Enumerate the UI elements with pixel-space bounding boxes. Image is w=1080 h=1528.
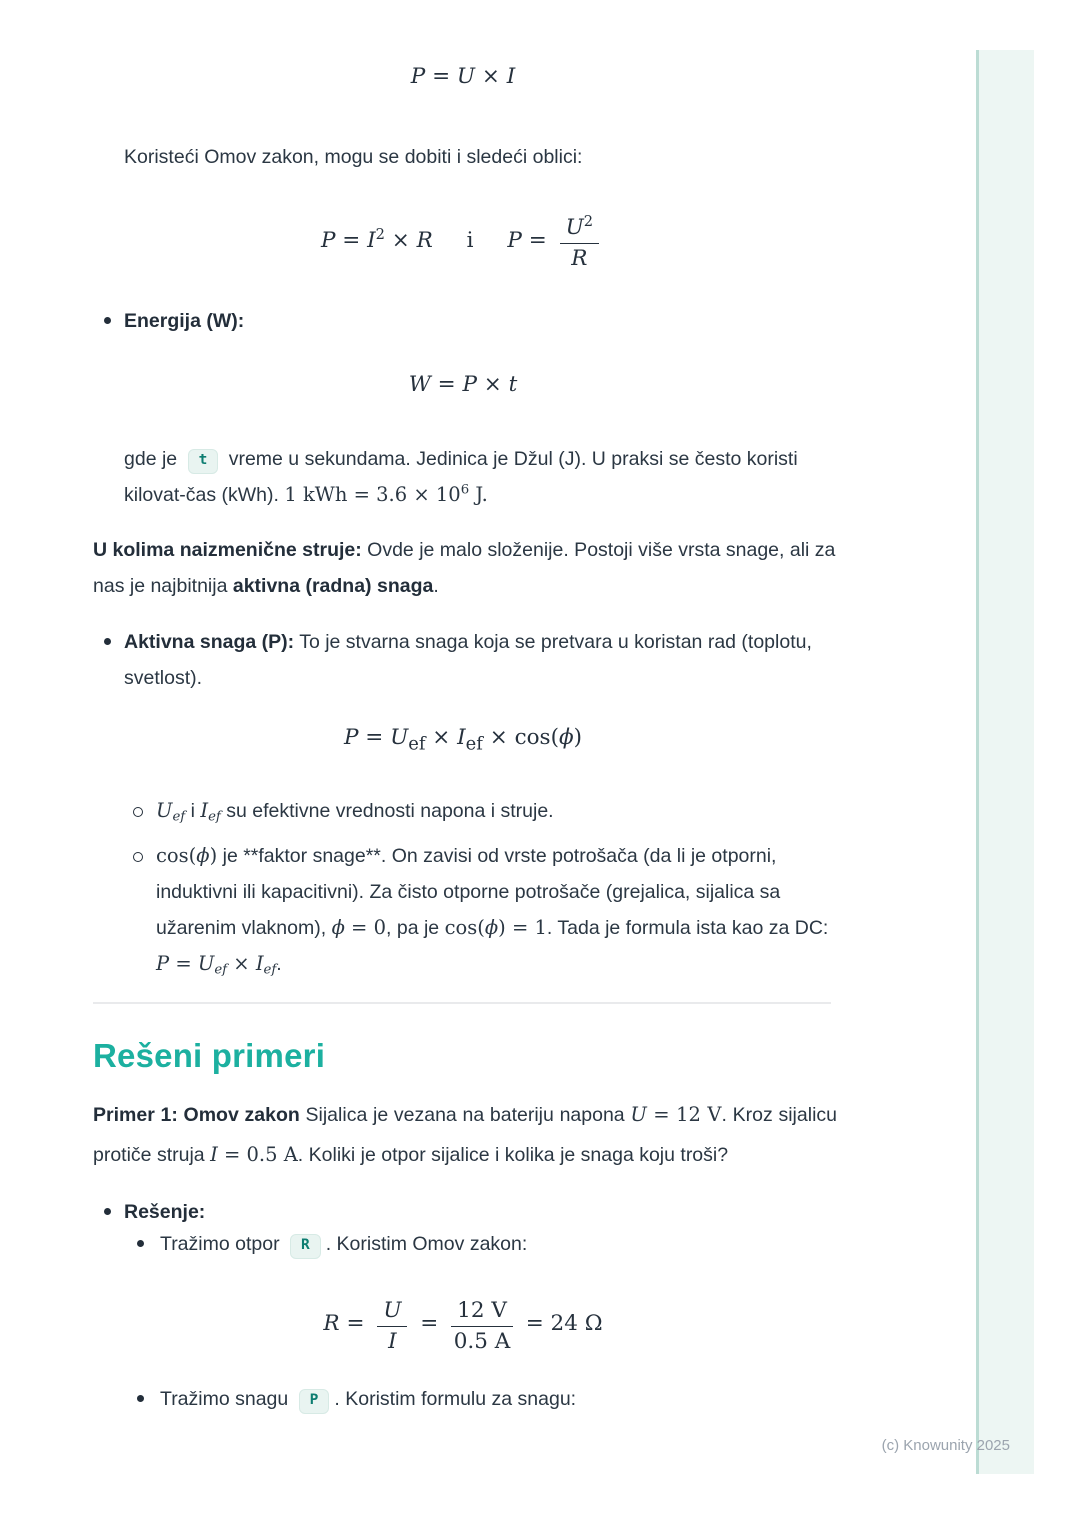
aktivna-snaga-title: Aktivna snaga (P): [124, 631, 295, 653]
fraction-numerator: 12 V [451, 1299, 513, 1328]
energy-note [124, 441, 824, 513]
primer-1-label: Primer 1: Omov zakon [93, 1104, 300, 1126]
formula-ohm-calculation [93, 1294, 833, 1355]
formula-forms [93, 206, 833, 276]
bullet-icon [137, 1395, 144, 1402]
formula-forms-conjunction: i [466, 228, 474, 253]
section-heading: Rešeni primeri [93, 1037, 326, 1074]
fraction-denominator: 0.5 A [453, 1329, 511, 1355]
circle-bullet-icon [133, 807, 143, 817]
ac-paragraph-bold-2: aktivna (radna) snaga [232, 575, 434, 597]
list-item-trazimo-otpor [137, 1226, 837, 1262]
page-edge-stripe [976, 50, 1034, 1474]
section-divider [93, 1002, 831, 1004]
formula-forms-lhs: $P = I^2 \times R$ [320, 225, 433, 253]
ohm-lhs: R = [323, 1311, 365, 1336]
step-r-text-1: Tražimo otpor [160, 1233, 285, 1255]
sub2-text-2: , pa je [386, 917, 445, 939]
list-item-resenje [104, 1194, 836, 1230]
resenje-title: Rešenje: [124, 1201, 206, 1223]
list-item-trazimo-snagu [137, 1381, 837, 1417]
list-item-energija [104, 303, 836, 339]
fraction-u2-over-r [560, 212, 599, 272]
step-p-text-1: Tražimo snagu [160, 1388, 294, 1410]
ohm-equals: = [420, 1311, 439, 1336]
formula-forms-rhs-head: P = [507, 228, 547, 253]
copyright-footer: (c) Knowunity 2025 [881, 1437, 1010, 1454]
inline-code-p: P [299, 1389, 330, 1414]
fraction-numerator: $U^2$ [560, 216, 599, 245]
voltage-math: U = 12 V [630, 1103, 722, 1126]
primer-1-text-2: . Kroz sijalicu protiče struja [93, 1104, 837, 1166]
cos-phi-one-math: cos(ϕ) = 1 [444, 916, 547, 939]
inline-code-t: t [188, 449, 219, 474]
circle-bullet-icon [133, 852, 143, 862]
list-item-efektivne-vrednosti [133, 793, 837, 829]
energija-title: Energija (W): [124, 310, 245, 332]
sub1-text-1: i [185, 800, 201, 822]
list-item-aktivna-snaga [104, 624, 836, 696]
bullet-icon [104, 638, 111, 645]
ac-paragraph-text-2: . [433, 575, 439, 597]
energy-note-kwh-math: 1 kWh = $3.6 \times 10^6$ J. [284, 482, 488, 506]
fraction-numerator: U [377, 1299, 407, 1328]
primer-1-text-1: Sijalica je vezana na bateriju napona [299, 1104, 631, 1126]
bullet-icon [104, 1208, 111, 1215]
step-r-text-2: . Koristim Omov zakon: [325, 1233, 528, 1255]
step-p-text-2: . Koristim formulu za snagu: [334, 1388, 577, 1410]
formula-energy: W = P × t [408, 372, 518, 397]
energy-note-text-1: gde je [124, 448, 183, 470]
ief-math: $I_{ef}$ [200, 799, 221, 825]
fraction-u-over-i [377, 1299, 407, 1355]
bullet-icon [104, 317, 111, 324]
formula-active-power: $P = U_{ef} \times I_{ef} \times \cos(\phi)$ [343, 725, 583, 755]
primer-1-paragraph [93, 1095, 837, 1175]
fraction-denominator: I [388, 1329, 397, 1355]
fraction-12v-over-05a [451, 1299, 513, 1355]
intro-line: Koristeći Omov zakon, mogu se dobiti i sledeći oblici: [124, 146, 583, 168]
ac-paragraph [93, 532, 837, 604]
inline-code-r: R [290, 1234, 321, 1259]
ohm-result: = 24 Ω [525, 1311, 603, 1336]
sub2-text-3: . Tada je formula ista kao za DC: [546, 917, 829, 939]
cos-phi-math: cos(ϕ) [156, 844, 218, 867]
primer-1-text-3: . Koliki je otpor sijalice i kolika je snaga koju troši? [297, 1144, 729, 1166]
formula-power: P = U × I [410, 64, 516, 89]
ac-paragraph-bold-1: U kolima naizmenične struje: [93, 539, 362, 561]
bullet-icon [137, 1240, 144, 1247]
uef-math: $U_{ef}$ [156, 799, 186, 825]
sub1-text-2: su efektivne vrednosti napona i struje. [220, 800, 554, 822]
dc-power-math: $P = U_{ef} \times I_{ef}$ [156, 952, 277, 978]
list-item-faktor-snage [133, 838, 837, 982]
current-math: I = 0.5 A [210, 1143, 298, 1166]
aktivna-snaga-text: To je stvarna snaga koja se pretvara u koristan rad (toplotu, svetlost). [124, 631, 812, 689]
ac-paragraph-text-1: Ovde je malo složenije. Postoji više vrsta snage, ali za nas je najbitnija [93, 539, 836, 597]
fraction-denominator: R [571, 246, 588, 272]
sub2-text-1: je **faktor snage**. On zavisi od vrste potrošača (da li je otporni, induktivni ili kapacitivni). Za čisto otporne potrošače (grejalica, sijalica sa užarenim vlaknom), [156, 845, 781, 939]
sub2-text-4: . [276, 953, 282, 975]
phi-zero-math: ϕ = 0 [331, 916, 387, 939]
energy-note-text-2: vreme u sekundama. Jedinica je Džul (J). U praksi se često koristi kilovat-čas (kWh). [124, 448, 798, 506]
